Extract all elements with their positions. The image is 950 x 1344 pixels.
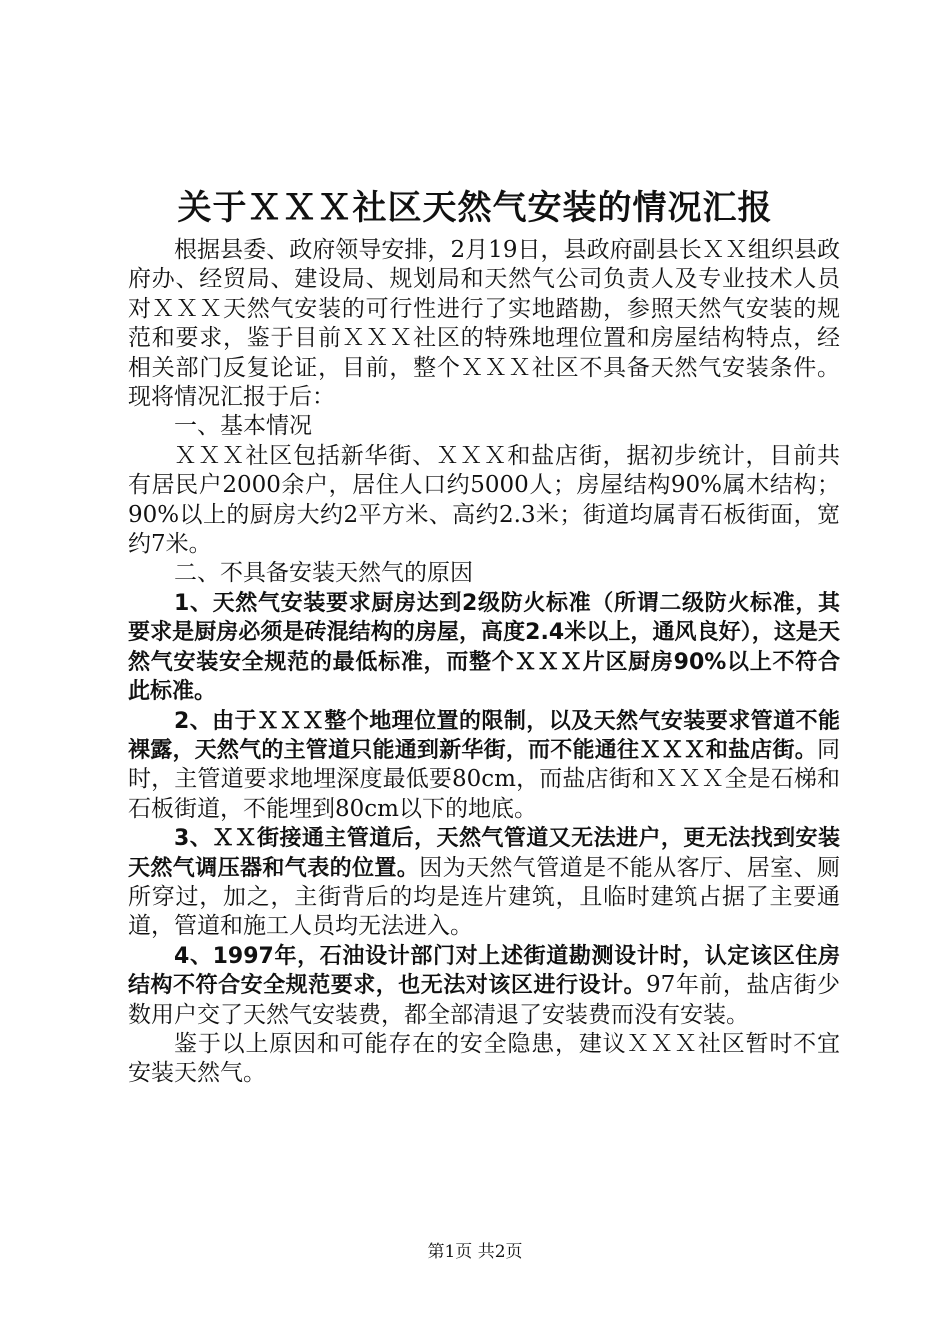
reason-1-paragraph xyxy=(128,589,840,707)
reason-3-lead: 3、ＸＸ街接通主管道后，天然气管道又无法进户，更无法找到安装天然气调压器和气表的位置。 xyxy=(128,826,840,881)
page-number-footer: 第1页 共2页 xyxy=(427,1242,523,1262)
reason-3-rest: 因为天然气管道是不能从客厅、居室、厕所穿过，加之，主街背后的均是连片建筑，且临时建筑占据了主要通道，管道和施工人员均无法进入。 xyxy=(128,854,840,940)
reason-2-paragraph xyxy=(128,707,840,825)
reason-4-paragraph xyxy=(128,942,840,1030)
reason-2-rest: 同时，主管道要求地埋深度最低要80cm，而盐店街和ＸＸＸ全是石梯和石板街道，不能埋到80cm以下的地底。 xyxy=(128,736,840,822)
reason-4-rest: 97年前，盐店街少数用户交了天然气安装费，都全部清退了安装费而没有安装。 xyxy=(128,972,840,1028)
section-heading-basic-info: 一、基本情况 xyxy=(174,413,312,440)
reason-1-lead: 1、天然气安装要求厨房达到2级防火标准（所谓二级防火标准，其要求是厨房必须是砖混结构的房屋，高度2.4米以上，通风良好），这是天然气安装安全规范的最低标准，而整个ＸＸＸ片区厨房90%以上不符合此标准。 xyxy=(128,590,840,705)
reason-3-paragraph xyxy=(128,824,840,942)
conclusion-paragraph: 鉴于以上原因和可能存在的安全隐患，建议ＸＸＸ社区暂时不宜安装天然气。 xyxy=(128,1030,840,1087)
intro-paragraph: 根据县委、政府领导安排，2月19日，县政府副县长ＸＸ组织县政府办、经贸局、建设局、规划局和天然气公司负责人及专业技术人员对ＸＸＸ天然气安装的可行性进行了实地踏勘，参照天然气安装的规范和要求，鉴于目前ＸＸＸ社区的特殊地理位置和房屋结构特点，经相关部门反复论证，目前，整个ＸＸＸ社区不具备天然气安装条件。现将情况汇报于后： xyxy=(128,237,840,411)
basic-info-paragraph: ＸＸＸ社区包括新华街、ＸＸＸ和盐店街，据初步统计，目前共有居民户2000余户，居住人口约5000人；房屋结构90%属木结构；90%以上的厨房大约2平方米、高约2.3米；街道均属青石板街面，宽约7米。 xyxy=(128,442,840,558)
section-heading-reasons: 二、不具备安装天然气的原因 xyxy=(174,560,473,587)
reason-2-lead: 2、由于ＸＸＸ整个地理位置的限制，以及天然气安装要求管道不能裸露，天然气的主管道只能通到新华街，而不能通往ＸＸＸ和盐店街。 xyxy=(128,708,840,763)
document-body xyxy=(128,236,840,1089)
reason-4-lead: 4、1997年，石油设计部门对上述街道勘测设计时，认定该区住房结构不符合安全规范要求，也无法对该区进行设计。 xyxy=(128,943,840,999)
document-title: 关于ＸＸＸ社区天然气安装的情况汇报 xyxy=(177,188,773,228)
